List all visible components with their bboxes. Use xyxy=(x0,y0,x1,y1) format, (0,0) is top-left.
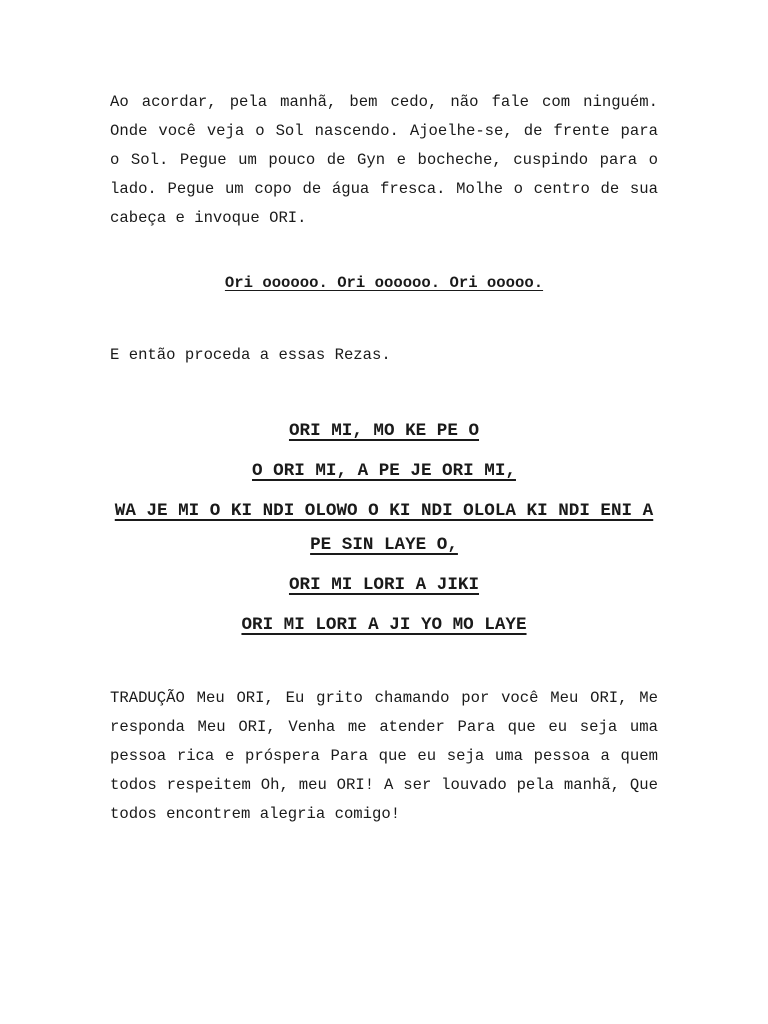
prayer-line: WA JE MI O KI NDI OLOWO O KI NDI OLOLA KI NDI ENI A PE SIN LAYE O, xyxy=(114,501,654,555)
prayer-block xyxy=(110,414,658,648)
proceed-instruction: E então proceda a essas Rezas. xyxy=(110,346,391,364)
prayer-line: ORI MI, MO KE PE O xyxy=(288,421,480,441)
translation-paragraph: TRADUÇÃO Meu ORI, Eu grito chamando por você Meu ORI, Me responda Meu ORI, Venha me atender Para que eu seja uma pessoa rica e próspera Para que eu seja uma pessoa a quem todos respeitem Oh, meu ORI! A ser louvado pela manhã, Que todos encontrem alegria comigo! xyxy=(110,689,658,823)
prayer-line: ORI MI LORI A JI YO MO LAYE xyxy=(241,615,527,635)
prayer-line: O ORI MI, A PE JE ORI MI, xyxy=(252,461,516,481)
prayer-line: ORI MI LORI A JIKI xyxy=(288,575,480,595)
ori-chant: Ori oooooo. Ori oooooo. Ori ooooo. xyxy=(224,274,544,292)
intro-paragraph: Ao acordar, pela manhã, bem cedo, não fale com ninguém. Onde você veja o Sol nascendo. Ajoelhe-se, de frente para o Sol. Pegue um pouco de Gyn e bocheche, cuspindo para o lado. Pegue um copo de água fresca. Molhe o centro de sua cabeça e invoque ORI. xyxy=(110,93,658,227)
